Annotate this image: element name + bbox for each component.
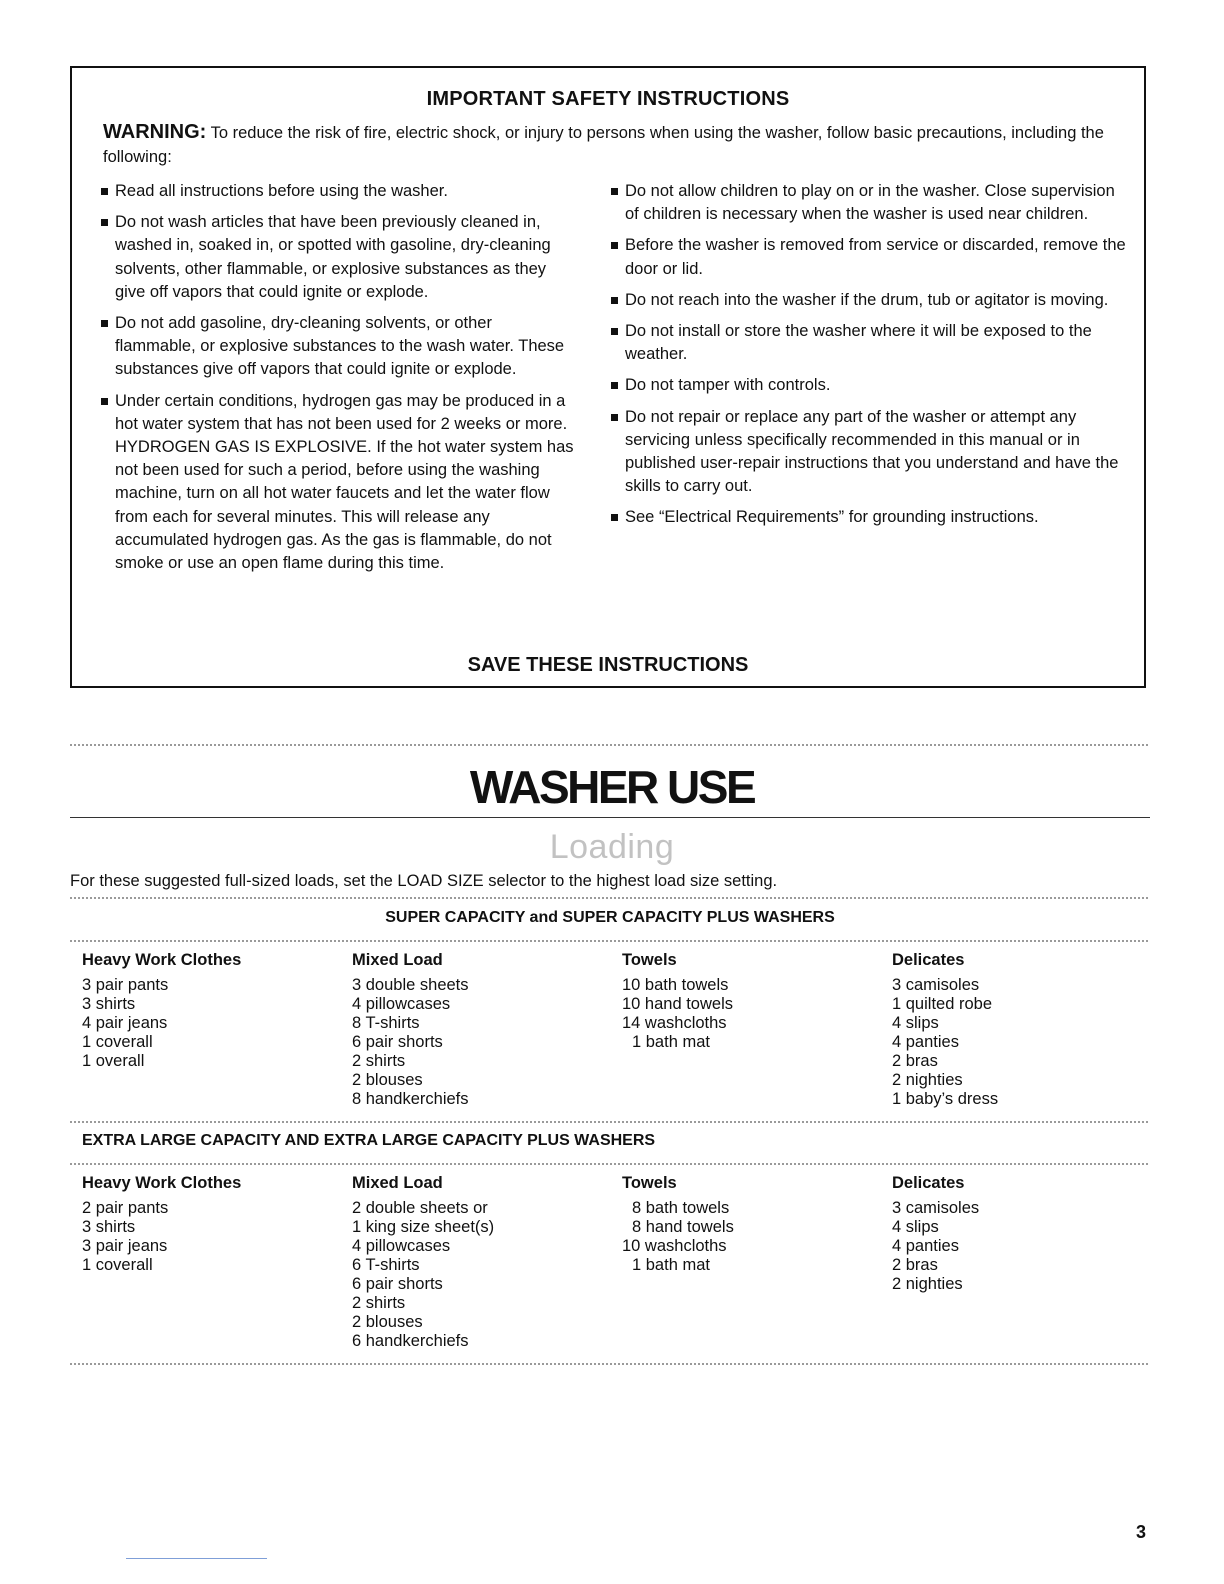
divider xyxy=(70,940,1150,942)
list-item: 4 pillowcases xyxy=(352,1237,451,1255)
list-item: 4 slips xyxy=(892,1014,939,1032)
divider xyxy=(70,1363,1150,1365)
list-item: 3 camisoles xyxy=(892,976,980,994)
list-item: Do not wash articles that have been previously cleaned in, washed in, soaked in, or spotted with gasoline, dry-cleaning solvents, other flammable, or explosive substances as they give off vapors that could ignite or explode. xyxy=(86,211,576,304)
bullet-square-icon xyxy=(611,328,618,335)
divider xyxy=(70,817,1150,818)
list-item: 2 bras xyxy=(892,1052,938,1070)
load-column-mixed xyxy=(352,951,469,1109)
safety-instructions-box xyxy=(70,66,1146,688)
list-item: 2 blouses xyxy=(352,1071,423,1089)
list-item: 10 washcloths xyxy=(622,1237,727,1255)
subsection-title: Loading xyxy=(549,828,675,866)
column-header: Mixed Load xyxy=(352,1174,443,1192)
divider xyxy=(70,744,1150,746)
list-item: 2 nighties xyxy=(892,1071,963,1089)
list-item: 2 shirts xyxy=(352,1294,406,1312)
list-item: 1 bath mat xyxy=(632,1033,710,1051)
load-column-delicates xyxy=(892,1174,979,1294)
safety-title: IMPORTANT SAFETY INSTRUCTIONS xyxy=(426,88,790,110)
list-item: 1 coverall xyxy=(82,1033,153,1051)
list-item: 6 T-shirts xyxy=(352,1256,420,1274)
list-item: 6 handkerchiefs xyxy=(352,1332,469,1350)
bullet-square-icon xyxy=(611,242,618,249)
list-item: 6 pair shorts xyxy=(352,1275,443,1293)
list-item: See “Electrical Requirements” for grounding instructions. xyxy=(596,506,1126,529)
list-item: 10 hand towels xyxy=(622,995,733,1013)
warning-text: To reduce the risk of fire, electric shock, or injury to persons when using the washer, follow basic precautions, including the following: xyxy=(103,124,1104,166)
list-item: 4 pillowcases xyxy=(352,995,451,1013)
list-item: Do not reach into the washer if the drum, tub or agitator is moving. xyxy=(596,289,1126,312)
column-header: Delicates xyxy=(892,1174,965,1192)
list-item: Do not repair or replace any part of the washer or attempt any servicing unless specifically recommended in this manual or in published user-repair instructions that you understand and have the skills to carry out. xyxy=(596,406,1126,499)
list-item: 2 double sheets or xyxy=(352,1199,488,1217)
load-column-delicates xyxy=(892,951,998,1109)
bullet-square-icon xyxy=(611,514,618,521)
list-item: 1 overall xyxy=(82,1052,145,1070)
list-item: 2 shirts xyxy=(352,1052,406,1070)
column-header: Towels xyxy=(622,951,677,969)
list-item: 14 washcloths xyxy=(622,1014,727,1032)
list-item: 3 shirts xyxy=(82,995,136,1013)
column-header: Mixed Load xyxy=(352,951,443,969)
list-item: Do not tamper with controls. xyxy=(596,374,1126,397)
safety-list-right xyxy=(596,180,1126,538)
list-item: 2 pair pants xyxy=(82,1199,169,1217)
list-item: 3 pair jeans xyxy=(82,1237,168,1255)
list-item: Under certain conditions, hydrogen gas may be produced in a hot water system that has not been used for 2 weeks or more. HYDROGEN GAS IS EXPLOSIVE. If the hot water system has not been used for such a period, before using the washing machine, turn on all hot water faucets and let the water flow from each for several minutes. This will release any accumulated hydrogen gas. As the gas is flammable, do not smoke or use an open flame during this time. xyxy=(86,390,576,576)
column-header: Heavy Work Clothes xyxy=(82,1174,242,1192)
list-item: 1 quilted robe xyxy=(892,995,992,1013)
divider xyxy=(70,1163,1150,1165)
bullet-square-icon xyxy=(101,188,108,195)
list-item: 3 camisoles xyxy=(892,1199,980,1217)
list-item: 3 double sheets xyxy=(352,976,469,994)
divider xyxy=(126,1558,267,1559)
list-item: Read all instructions before using the washer. xyxy=(86,180,576,203)
list-item: Do not add gasoline, dry-cleaning solvents, or other flammable, or explosive substances to the wash water. These substances give off vapors that could ignite or explode. xyxy=(86,312,576,382)
page-number: 3 xyxy=(1136,1522,1147,1542)
load-column-towels xyxy=(622,1174,734,1275)
bullet-square-icon xyxy=(611,188,618,195)
safety-list-left xyxy=(86,180,576,583)
list-item: 1 baby’s dress xyxy=(892,1090,999,1108)
divider xyxy=(70,1121,1150,1123)
section-title: WASHER USE xyxy=(469,761,755,813)
column-header: Delicates xyxy=(892,951,965,969)
list-item: 8 bath towels xyxy=(632,1199,730,1217)
column-header: Heavy Work Clothes xyxy=(82,951,242,969)
list-item: 1 bath mat xyxy=(632,1256,710,1274)
list-item: 3 shirts xyxy=(82,1218,136,1236)
bullet-square-icon xyxy=(611,414,618,421)
load-column-mixed xyxy=(352,1174,494,1351)
warning-paragraph xyxy=(103,120,1113,169)
divider xyxy=(70,897,1150,899)
list-item: 3 pair pants xyxy=(82,976,169,994)
load-column-heavy-work xyxy=(82,951,241,1071)
list-item: Before the washer is removed from service or discarded, remove the door or lid. xyxy=(596,234,1126,280)
bullet-square-icon xyxy=(611,382,618,389)
list-item: Do not install or store the washer where it will be exposed to the weather. xyxy=(596,320,1126,366)
list-item: 4 panties xyxy=(892,1237,959,1255)
list-item: 4 panties xyxy=(892,1033,959,1051)
load-column-towels xyxy=(622,951,733,1052)
load-column-heavy-work xyxy=(82,1174,241,1275)
bullet-square-icon xyxy=(611,297,618,304)
list-item: 6 pair shorts xyxy=(352,1033,443,1051)
list-item: 8 hand towels xyxy=(632,1218,734,1236)
list-item: 1 coverall xyxy=(82,1256,153,1274)
list-item: 8 T-shirts xyxy=(352,1014,420,1032)
list-item: 4 slips xyxy=(892,1218,939,1236)
save-instructions-footer: SAVE THESE INSTRUCTIONS xyxy=(467,654,749,676)
list-item: 2 nighties xyxy=(892,1275,963,1293)
list-item: 2 bras xyxy=(892,1256,938,1274)
bullet-square-icon xyxy=(101,320,108,327)
table-heading: EXTRA LARGE CAPACITY AND EXTRA LARGE CAPACITY PLUS WASHERS xyxy=(82,1132,656,1149)
list-item: 2 blouses xyxy=(352,1313,423,1331)
table-heading: SUPER CAPACITY and SUPER CAPACITY PLUS WASHERS xyxy=(385,909,835,926)
bullet-square-icon xyxy=(101,398,108,405)
bullet-square-icon xyxy=(101,219,108,226)
list-item: 8 handkerchiefs xyxy=(352,1090,469,1108)
list-item: 1 king size sheet(s) xyxy=(352,1218,495,1236)
warning-label: WARNING: xyxy=(103,121,207,143)
list-item: 4 pair jeans xyxy=(82,1014,168,1032)
column-header: Towels xyxy=(622,1174,677,1192)
list-item: 10 bath towels xyxy=(622,976,729,994)
list-item: Do not allow children to play on or in the washer. Close supervision of children is necessary when the washer is used near children. xyxy=(596,180,1126,226)
intro-text: For these suggested full-sized loads, set the LOAD SIZE selector to the highest load size setting. xyxy=(70,872,778,890)
